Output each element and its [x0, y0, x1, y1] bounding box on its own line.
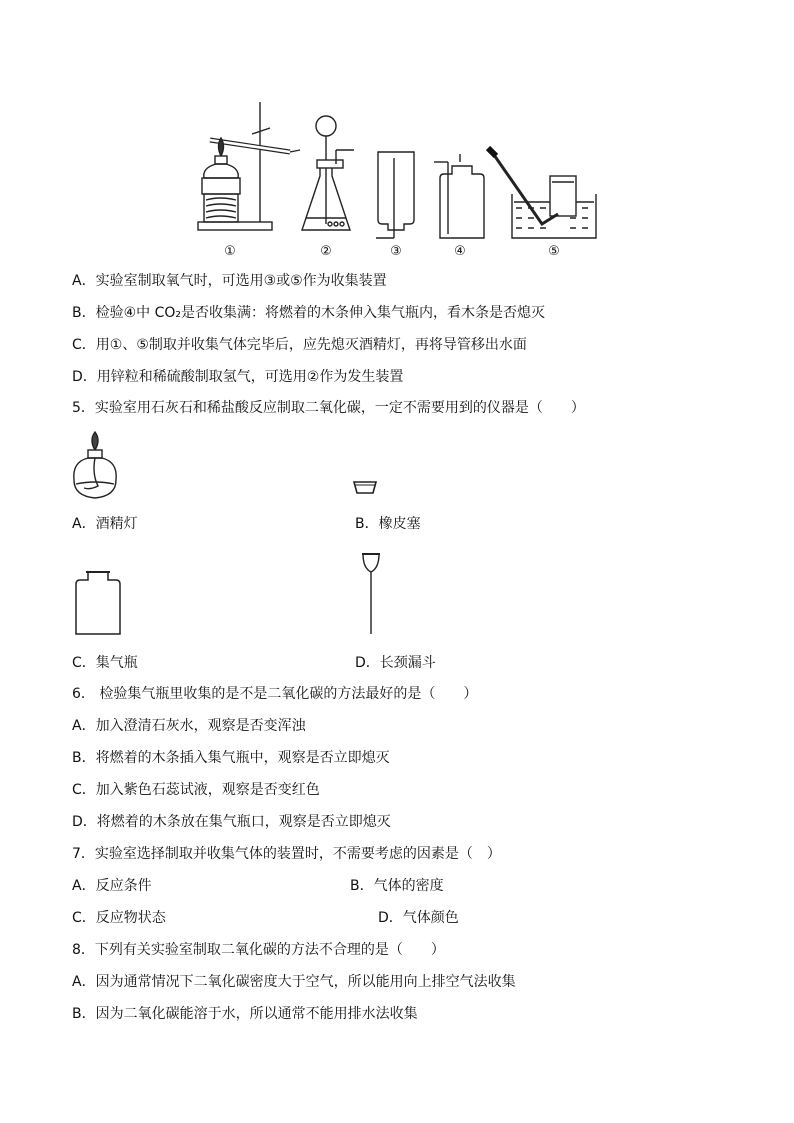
q8-option-a: A．因为通常情况下二氧化碳密度大于空气，所以能用向上排空气法收集: [72, 974, 516, 990]
q6-option-d: D．将燃着的木条放在集气瓶口，观察是否立即熄灭: [72, 814, 391, 830]
alcohol-lamp-figure: [70, 430, 120, 502]
q4-option-b: B．检验④中 CO₂是否收集满：将燃着的木条伸入集气瓶内，看木条是否熄灭: [72, 305, 546, 321]
q7-option-a: A．反应条件: [72, 878, 152, 894]
apparatus-label-2: ②: [320, 244, 332, 259]
q5-option-d: D．长颈漏斗: [355, 655, 436, 671]
q6-stem: 6． 检验集气瓶里收集的是不是二氧化碳的方法最好的是（ ）: [72, 686, 478, 702]
rubber-stopper-figure: [352, 478, 378, 496]
apparatus-4: [434, 154, 484, 238]
q6-option-c: C．加入紫色石蕊试液，观察是否变红色: [72, 782, 320, 798]
gas-bottle-figure: [72, 570, 122, 636]
q6-option-a: A．加入澄清石灰水，观察是否变浑浊: [72, 718, 306, 734]
apparatus-2: [302, 116, 354, 230]
long-neck-funnel-figure: [358, 550, 384, 636]
apparatus-1: [198, 102, 300, 230]
q8-stem: 8．下列有关实验室制取二氧化碳的方法不合理的是（ ）: [72, 942, 445, 958]
q7-stem: 7．实验室选择制取并收集气体的装置时，不需要考虑的因素是（ ）: [72, 846, 501, 862]
apparatus-label-3: ③: [390, 244, 402, 259]
apparatus-5: [488, 148, 596, 238]
q4-option-d: D．用锌粒和稀硫酸制取氢气，可选用②作为发生装置: [72, 369, 404, 385]
apparatus-3: [376, 152, 414, 238]
q4-option-c: C．用①、⑤制取并收集气体完毕后，应先熄灭酒精灯，再将导管移出水面: [72, 337, 527, 353]
apparatus-label-5: ⑤: [548, 244, 560, 259]
q5-option-b: B．橡皮塞: [355, 516, 421, 532]
q5-option-a: A．酒精灯: [72, 516, 138, 532]
q6-option-b: B．将燃着的木条插入集气瓶中，观察是否立即熄灭: [72, 750, 390, 766]
apparatus-drawing: [190, 98, 610, 260]
q8-option-b: B．因为二氧化碳能溶于水，所以通常不能用排水法收集: [72, 1006, 418, 1022]
q5-option-c: C．集气瓶: [72, 655, 138, 671]
q7-option-c: C．反应物状态: [72, 910, 166, 926]
q7-option-b: B．气体的密度: [350, 878, 444, 894]
q7-option-d: D．气体颜色: [378, 910, 459, 926]
apparatus-figure: [190, 98, 610, 260]
q4-option-a: A．实验室制取氧气时，可选用③或⑤作为收集装置: [72, 273, 387, 289]
q5-stem: 5．实验室用石灰石和稀盐酸反应制取二氧化碳，一定不需要用到的仪器是（ ）: [72, 400, 585, 416]
apparatus-label-1: ①: [224, 244, 236, 259]
apparatus-label-4: ④: [454, 244, 466, 259]
